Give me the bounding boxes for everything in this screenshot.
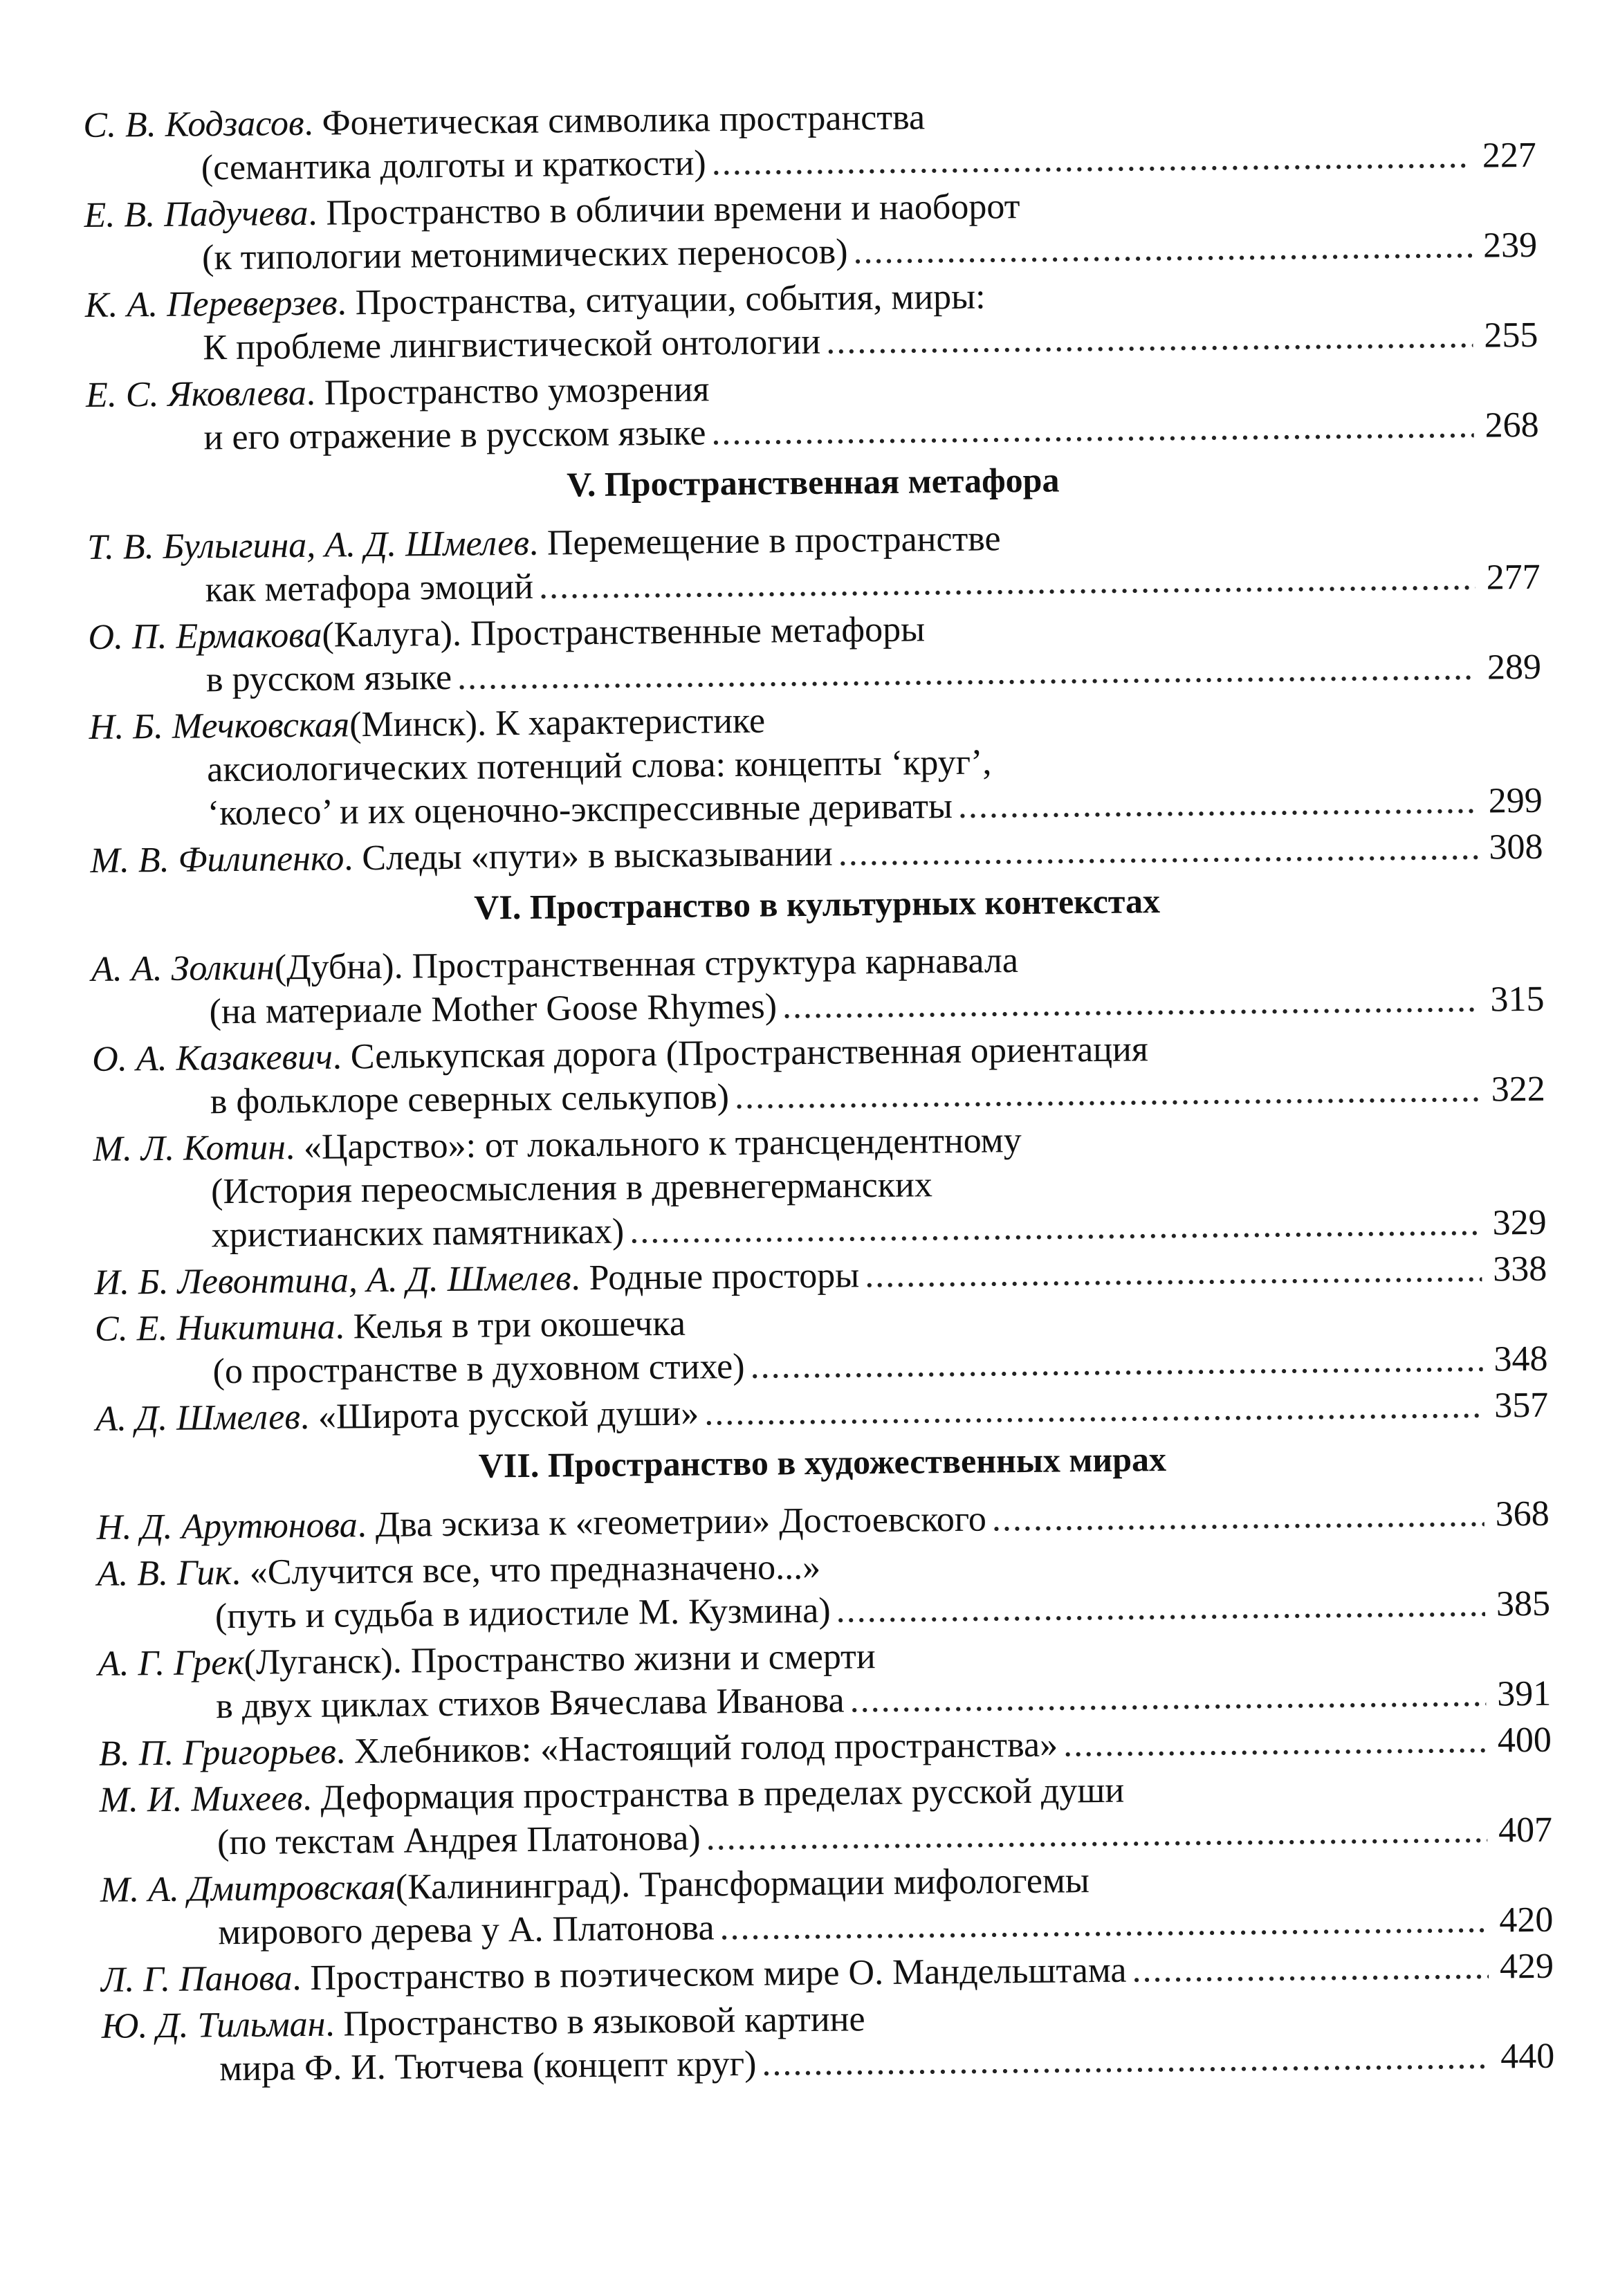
section-title: VII. Пространство в художественных мирах [478,1440,1167,1485]
toc-entry [95,1294,1548,1395]
entry-continuation: (семантика долготы и краткости) [201,143,706,188]
toc-entry [98,1628,1551,1729]
entry-title: . Пространство в поэтическом мире О. Мандельштама [292,1950,1127,1999]
entry-continuation: мирового дерева у А. Платонова [218,1908,715,1953]
entry-city: (Минск) [349,704,478,745]
section-title: VI. Пространство в культурных контекстах [474,881,1161,927]
page-number: 329 [1492,1202,1547,1243]
toc-entry [101,1991,1554,2092]
entry-continuation: и его отражение в русском языке [203,413,706,458]
table-of-contents [83,90,1555,2095]
entry-continuation: (путь и судьба в идиостиле М. Кузмина) [214,1590,831,1637]
entry-title: . Пространственная структура карнавала [394,941,1019,986]
page-number: 357 [1493,1385,1549,1426]
entry-author: М. Л. Котин [93,1128,286,1169]
entry-title: . Перемещение в пространстве [528,519,1001,563]
entry-continuation: К проблеме лингвистической онтологии [203,322,821,368]
entry-city: (Луганск) [243,1641,394,1682]
page-number: 315 [1490,979,1545,1020]
toc-entry [83,90,1536,191]
dot-leader [706,1809,1487,1860]
dot-leader [992,1493,1484,1541]
page-number: 385 [1496,1583,1551,1624]
entry-title: . Пространство в языковой картине [325,1999,865,2044]
entry-author: С. Е. Никитина [94,1307,335,1349]
dot-leader [838,826,1478,876]
entry-title: . Следы «пути» в высказывании [344,834,833,879]
entry-title: . Селькупская дорога (Пространственная ориентация [332,1029,1148,1077]
toc-section [91,874,1549,1441]
entry-author: О. П. Ермакова [88,615,322,657]
entry-author: Н. Д. Арутюнова [96,1505,358,1547]
entry-title: . Пространство умозрения [306,369,710,413]
page-number: 268 [1484,405,1539,446]
dot-leader [704,1384,1484,1435]
entry-author: И. Б. Левонтина, А. Д. Шмелев [94,1258,571,1303]
entry-title: . «Случится все, что предназначено...» [231,1547,821,1593]
entry-author: Е. С. Яковлева [85,373,307,415]
entry-author: М. И. Михеев [99,1779,303,1820]
page-number: 348 [1493,1339,1548,1379]
page-number: 400 [1497,1720,1552,1761]
dot-leader [782,978,1480,1029]
toc-entry [87,512,1541,613]
entry-author: А. Г. Грек [98,1642,244,1684]
page-number: 420 [1499,1900,1554,1940]
entry-title: . «Царство»: от локального к трансцендентному [285,1121,1022,1168]
toc-entry [97,1539,1550,1640]
dot-leader [711,404,1474,455]
dot-leader [826,314,1473,364]
toc-entry [84,180,1537,281]
dot-leader [711,134,1471,185]
dot-leader [719,1899,1488,1950]
entry-title: . Келья в три окошечка [335,1303,686,1347]
page-number: 368 [1495,1494,1550,1534]
page-number: 277 [1486,557,1541,598]
dot-leader [735,1068,1480,1119]
entry-author: Ю. Д. Тильман [101,2004,326,2046]
toc-entry [93,1114,1547,1258]
page-number: 299 [1488,780,1543,821]
entry-continuation: как метафора эмоций [205,567,534,610]
toc-entry [100,1855,1553,1956]
toc-entry [89,692,1543,836]
toc-entry [84,270,1538,371]
entry-continuation: в двух циклах стихов Вячеслава Иванова [215,1680,845,1727]
entry-title: . Хлебников: «Настоящий голод пространства» [335,1725,1058,1772]
entry-continuation: ‘колесо’ и их оценочно-экспрессивные дериваты [207,786,953,834]
dot-leader [1132,1945,1489,1992]
dot-leader [539,556,1475,609]
page-number: 227 [1482,135,1537,176]
entry-title: . Фонетическая символика пространства [304,98,926,143]
entry-title: . Два эскиза к «геометрии» Достоевского [357,1499,987,1545]
entry-continuation: аксиологических потенций слова: концепты ‘круг’, [206,742,992,790]
dot-leader [853,224,1472,274]
dot-leader [836,1583,1485,1633]
entry-title: . Трансформации мифологемы [620,1861,1090,1905]
entry-title: . Пространственные метафоры [452,609,926,654]
entry-author: С. В. Кодзасов [83,103,304,145]
entry-author: К. А. Переверзев [84,283,338,325]
entry-author: М. А. Дмитровская [100,1867,396,1910]
page-number: 391 [1496,1673,1552,1714]
entry-continuation: (к типологии метонимических переносов) [201,232,848,278]
dot-leader [865,1248,1482,1298]
entry-city: (Калуга) [322,614,453,655]
page-number: 289 [1487,647,1542,688]
page-number: 322 [1491,1069,1546,1110]
entry-continuation: христианских памятниках) [211,1211,625,1256]
page-number: 239 [1482,225,1538,266]
page-number: 338 [1492,1249,1547,1289]
dot-leader [958,780,1478,828]
toc-entry [99,1765,1552,1866]
entry-continuation: (о пространстве в духовном стихе) [212,1346,745,1392]
toc-entry [88,602,1541,703]
entry-author: А. Д. Шмелев [95,1397,301,1439]
entry-title: . «Широта русской души» [300,1393,699,1438]
toc-section [83,90,1539,461]
dot-leader [629,1202,1482,1253]
entry-author: А. В. Гик [97,1553,232,1594]
entry-author: Л. Г. Панова [100,1958,293,2000]
entry-author: Е. В. Падучева [84,193,309,235]
entry-title: . Деформация пространства в пределах русской души [302,1770,1125,1819]
entry-author: М. В. Филипенко [90,838,344,881]
dot-leader [849,1673,1486,1723]
entry-continuation: (по текстам Андрея Платонова) [217,1818,701,1863]
entry-continuation: (История переосмысления в древнегерманских [210,1165,933,1212]
entry-title: . Пространства, ситуации, события, миры: [337,277,986,323]
entry-title: . К характеристике [477,701,766,744]
page-number: 255 [1484,315,1538,356]
page-number: 407 [1498,1810,1553,1850]
entry-continuation: (на материале Mother Goose Rhymes) [209,986,778,1032]
entry-author: В. П. Григорьев [98,1732,337,1774]
entry-author: А. А. Золкин [91,948,275,989]
entry-title: . Пространство жизни и смерти [392,1637,876,1681]
dot-leader [750,1338,1483,1388]
entry-author: О. А. Казакевич [91,1037,333,1079]
page-number: 308 [1489,827,1543,867]
entry-city: (Дубна) [274,946,394,988]
entry-continuation: мира Ф. И. Тютчева (концепт круг) [219,2044,757,2089]
toc-entry [86,360,1539,461]
dot-leader [457,646,1477,699]
toc-section [96,1433,1555,2092]
toc-entry [91,934,1545,1035]
entry-author: Н. Б. Мечковская [89,705,350,747]
entry-title: . Родные просторы [571,1256,860,1298]
entry-continuation: в русском языке [205,657,452,700]
entry-author: Т. В. Булыгина, А. Д. Шмелев [86,523,530,567]
dot-leader [1063,1719,1487,1767]
dot-leader [762,2035,1489,2086]
section-title: V. Пространственная метафора [566,460,1060,504]
entry-continuation: в фольклоре северных селькупов) [210,1077,730,1122]
entry-city: (Калининград) [395,1865,622,1907]
toc-section [86,452,1543,883]
page-number: 429 [1499,1946,1554,1987]
entry-title: . Пространство в обличии времени и наоборот [308,187,1020,233]
toc-entry [92,1024,1545,1125]
page-number: 440 [1500,2036,1555,2077]
